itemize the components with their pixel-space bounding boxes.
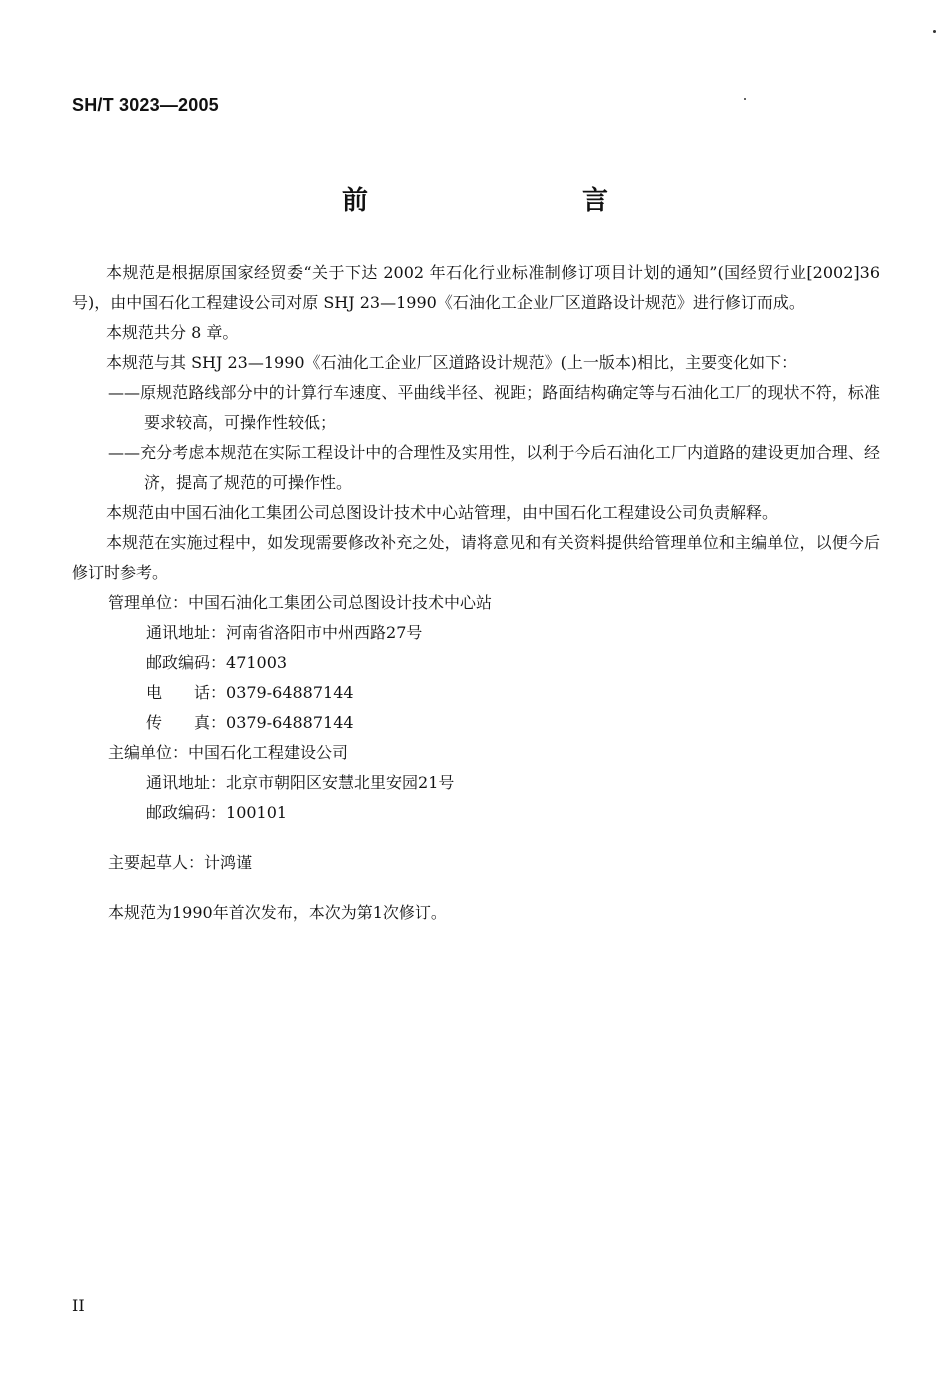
management-postcode-label: 邮政编码：	[146, 653, 227, 672]
paragraph-changes-intro: 本规范与其 SHJ 23—1990《石油化工企业厂区道路设计规范》(上一版本)相比，主要变化如下：	[106, 353, 798, 372]
chief-editor-postcode: 100101	[226, 803, 288, 822]
chief-editor-address: 北京市朝阳区安慧北里安园21号	[226, 773, 455, 792]
management-postcode: 471003	[226, 653, 288, 672]
management-unit-line	[72, 588, 880, 618]
management-fax-line	[72, 708, 880, 738]
chief-editor-address-label: 通讯地址：	[146, 773, 227, 792]
scan-speck	[744, 98, 746, 100]
management-phone-label: 电 话：	[146, 683, 227, 702]
change-item-1: ——原规范路线部分中的计算行车速度、平曲线半径、视距；路面结构确定等与石油化工厂的现状不符，标准要求较高，可操作性较低；	[108, 383, 880, 432]
chief-editor-unit-name: 中国石化工程建设公司	[188, 743, 349, 762]
management-postcode-line	[72, 648, 880, 678]
release-note: 本规范为1990年首次发布，本次为第1次修订。	[108, 903, 447, 922]
chief-editor-postcode-line	[72, 798, 880, 828]
management-fax: 0379-64887144	[226, 713, 354, 732]
management-fax-label: 传 真：	[146, 713, 227, 732]
management-address-line	[72, 618, 880, 648]
management-address-label: 通讯地址：	[146, 623, 227, 642]
management-unit-name: 中国石油化工集团公司总图设计技术中心站	[188, 593, 493, 612]
paragraph-chapters: 本规范共分 8 章。	[106, 323, 239, 342]
management-address: 河南省洛阳市中州西路27号	[226, 623, 423, 642]
drafter-line	[72, 848, 880, 878]
foreword-body	[72, 258, 880, 928]
paragraph-basis: 本规范是根据原国家经贸委“关于下达 2002 年石化行业标准制修订项目计划的通知”(国经贸行业[2002]36 号)，由中国石化工程建设公司对原 SHJ 23—1990《石油化工企业厂区道路设计规范》进行修订而成。	[72, 263, 880, 312]
paragraph-management: 本规范由中国石油化工集团公司总图设计技术中心站管理，由中国石化工程建设公司负责解释。	[106, 503, 779, 522]
page-title: 前 言	[341, 186, 662, 216]
chief-editor-postcode-label: 邮政编码：	[146, 803, 227, 822]
drafter-name: 计鸿谨	[204, 853, 253, 872]
standard-code: SH/T 3023—2005	[72, 95, 219, 115]
chief-editor-address-line	[72, 768, 880, 798]
change-item-2: ——充分考虑本规范在实际工程设计中的合理性及实用性，以利于今后石油化工厂内道路的建设更加合理、经济，提高了规范的可操作性。	[108, 443, 880, 492]
page-number: II	[72, 1296, 85, 1315]
chief-editor-unit-label: 主编单位：	[108, 743, 189, 762]
spacer	[72, 828, 880, 848]
spacer	[72, 878, 880, 898]
chief-editor-unit-line	[72, 738, 880, 768]
management-phone-line	[72, 678, 880, 708]
scan-speck	[933, 30, 936, 33]
management-unit-label: 管理单位：	[108, 593, 189, 612]
drafter-label: 主要起草人：	[108, 853, 205, 872]
management-phone: 0379-64887144	[226, 683, 354, 702]
paragraph-feedback: 本规范在实施过程中，如发现需要修改补充之处，请将意见和有关资料提供给管理单位和主编单位，以便今后修订时参考。	[72, 533, 880, 582]
